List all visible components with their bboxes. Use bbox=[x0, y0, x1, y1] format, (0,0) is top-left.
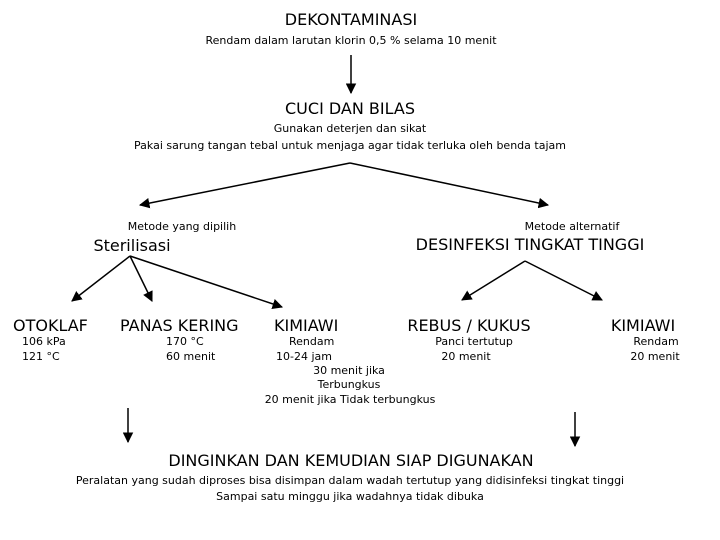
otoklaf-line-1: 106 kPa bbox=[22, 335, 66, 348]
decon-title: DEKONTAMINASI bbox=[284, 10, 418, 29]
arrow-wash-to-dtt bbox=[350, 163, 548, 205]
panas-kering-line-2: 60 menit bbox=[166, 350, 216, 363]
wash-desc-1: Gunakan deterjen dan sikat bbox=[273, 122, 427, 135]
kimiawi-steril-line-2: 10-24 jam bbox=[276, 350, 332, 363]
wash-title: CUCI DAN BILAS bbox=[285, 99, 415, 118]
panas-kering-line-1: 170 °C bbox=[166, 335, 204, 348]
arrow-wash-to-sterilisasi bbox=[140, 163, 350, 205]
final-title: DINGINKAN DAN KEMUDIAN SIAP DIGUNAKAN bbox=[168, 451, 534, 470]
arrow-dtt-to-kimiawi bbox=[525, 261, 602, 300]
kimiawi-dtt-line-2: 20 menit bbox=[630, 350, 680, 363]
rebus-title: REBUS / KUKUS bbox=[407, 316, 531, 335]
panas-kering-title: PANAS KERING bbox=[120, 316, 239, 335]
kimiawi-steril-line-3: 30 menit jika bbox=[313, 364, 385, 377]
kimiawi-dtt-line-1: Rendam bbox=[633, 335, 679, 348]
arrow-ster-to-otoklaf bbox=[72, 256, 130, 301]
rebus-line-2: 20 menit bbox=[441, 350, 491, 363]
kimiawi-steril-title: KIMIAWI bbox=[274, 316, 339, 335]
arrow-ster-to-kimiawi bbox=[130, 256, 282, 307]
sterilisasi-caption: Metode yang dipilih bbox=[127, 220, 237, 233]
arrow-dtt-to-rebus bbox=[462, 261, 525, 300]
dtt-caption: Metode alternatif bbox=[524, 220, 620, 233]
otoklaf-line-2: 121 °C bbox=[22, 350, 60, 363]
sterilisasi-title: Sterilisasi bbox=[93, 236, 171, 255]
wash-desc-2: Pakai sarung tangan tebal untuk menjaga agar tidak terluka oleh benda tajam bbox=[134, 139, 566, 152]
final-desc-2: Sampai satu minggu jika wadahnya tidak dibuka bbox=[216, 490, 484, 503]
kimiawi-steril-line-5: 20 menit jika Tidak terbungkus bbox=[264, 393, 436, 406]
kimiawi-steril-line-4: Terbungkus bbox=[317, 378, 381, 391]
decon-desc: Rendam dalam larutan klorin 0,5 % selama 10 menit bbox=[205, 34, 497, 47]
kimiawi-dtt-title: KIMIAWI bbox=[610, 316, 676, 335]
otoklaf-title: OTOKLAF bbox=[13, 316, 88, 335]
rebus-line-1: Panci tertutup bbox=[435, 335, 513, 348]
kimiawi-steril-line-1: Rendam bbox=[289, 335, 335, 348]
final-desc-1: Peralatan yang sudah diproses bisa disimpan dalam wadah tertutup yang didisinfeksi tingkat tinggi bbox=[75, 474, 625, 487]
dtt-title: DESINFEKSI TINGKAT TINGGI bbox=[415, 235, 645, 254]
